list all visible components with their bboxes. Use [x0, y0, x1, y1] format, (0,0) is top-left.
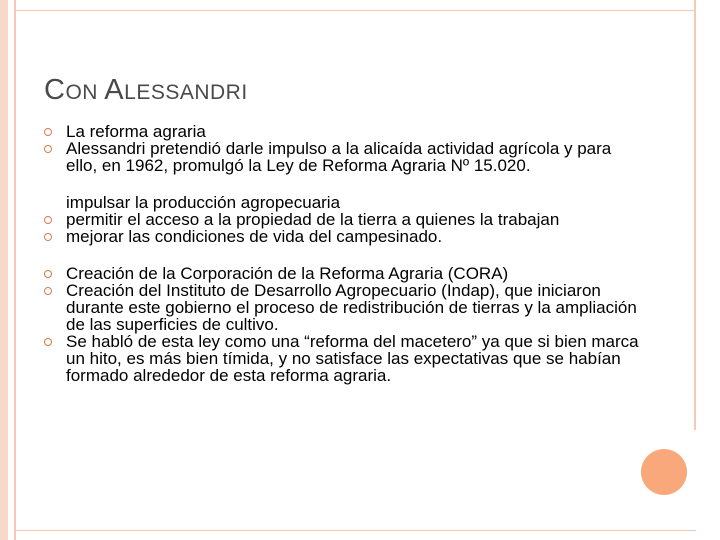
title-part-lessandri: LESSANDRI — [124, 81, 248, 104]
list-item-text: Se habló de esta ley como una “reforma del macetero” ya que si bien marca un hito, es más bien tímida, y no satisface las expectativas que se habían formado alrededor de esta reforma agraria. — [66, 332, 639, 385]
left-decorative-band — [0, 0, 8, 540]
circle-bullet-icon — [44, 338, 52, 346]
list-item-text: permitir el acceso a la propiedad de la tierra a quienes la trabajan — [66, 210, 560, 229]
list-item-text: Creación del Instituto de Desarrollo Agropecuario (Indap), que iniciaron durante este gobierno el proceso de redistribución de tierras y la ampliación de las superficies de cultivo. — [66, 281, 637, 334]
list-item — [44, 140, 644, 174]
circle-bullet-icon — [44, 145, 52, 153]
title-initial-a: A — [104, 74, 125, 106]
title-part-on: ON — [65, 81, 105, 104]
slide-body — [44, 123, 644, 384]
plain-line: impulsar la producción agropecuaria — [66, 193, 341, 212]
frame-line-top — [14, 10, 696, 11]
list-item — [44, 211, 644, 228]
circle-bullet-icon — [44, 216, 52, 224]
frame-line-left — [14, 0, 16, 540]
spacer — [44, 174, 644, 194]
spacer — [44, 245, 644, 265]
list-item-text: La reforma agraria — [66, 122, 206, 141]
circle-bullet-icon — [44, 233, 52, 241]
frame-line-right — [694, 0, 696, 430]
decorative-circle — [641, 449, 687, 495]
slide-title — [44, 74, 248, 107]
list-item-text: mejorar las condiciones de vida del campesinado. — [66, 227, 443, 246]
list-item — [44, 333, 644, 384]
circle-bullet-icon — [44, 128, 52, 136]
circle-bullet-icon — [44, 287, 52, 295]
list-item-text: Creación de la Corporación de la Reforma Agraria (CORA) — [66, 264, 509, 283]
list-item-text: Alessandri pretendió darle impulso a la alicaída actividad agrícola y para ello, en 1962, promulgó la Ley de Reforma Agraria Nº 15.020. — [66, 139, 612, 175]
circle-bullet-icon — [44, 270, 52, 278]
title-initial-c: C — [44, 74, 66, 106]
list-item — [44, 265, 644, 282]
list-item — [44, 282, 644, 333]
list-item — [44, 228, 644, 245]
list-item — [44, 123, 644, 140]
frame-line-bottom — [14, 530, 696, 531]
